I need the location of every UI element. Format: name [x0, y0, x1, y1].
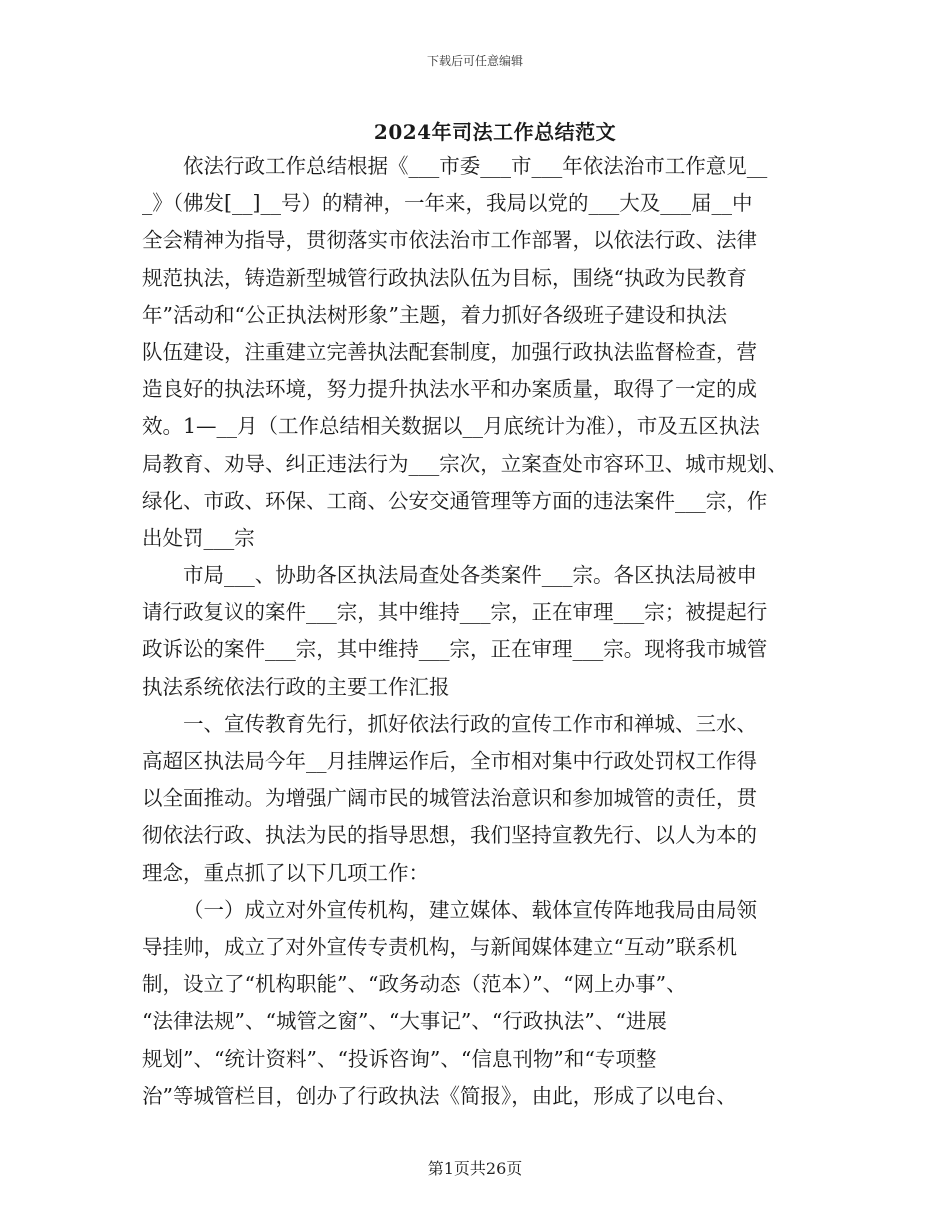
body-line: 局教育、劝导、纠正违法行为___宗次，立案查处市容环卫、城市规划、 [142, 451, 788, 476]
document-body [142, 148, 788, 1115]
body-line: 规范执法，铸造新型城管行政执法队伍为目标，围绕“执政为民教育 [142, 265, 747, 290]
body-line: 制，设立了“机构职能”、“政务动态（范本）”、“网上办事”、 [142, 972, 687, 997]
body-line: 队伍建设，注重建立完善执法配套制度，加强行政执法监督检查，营 [142, 339, 757, 364]
body-line: 年”活动和“公正执法树形象”主题，着力抓好各级班子建设和执法 [142, 302, 727, 327]
body-line: 效。1—__月（工作总结相关数据以__月底统计为准），市及五区执法 [142, 414, 760, 439]
body-line: 出处罚___宗 [142, 525, 255, 550]
body-line: 造良好的执法环境，努力提升执法水平和办案质量，取得了一定的成 [142, 377, 757, 402]
body-line: 治”等城管栏目，创办了行政执法《简报》，由此，形成了以电台、 [142, 1083, 737, 1108]
body-line: 一、宣传教育先行，抓好依法行政的宣传工作市和禅城、三水、 [183, 711, 757, 736]
body-line: 市局___、协助各区执法局查处各类案件___宗。各区执法局被申 [183, 563, 757, 588]
body-line: _》（佛发[__]__号）的精神，一年来，我局以党的___大及___届__中 [142, 191, 753, 216]
body-line: 导挂帅，成立了对外宣传专责机构，与新闻媒体建立“互动”联系机 [142, 934, 737, 959]
body-line: 依法行政工作总结根据《___市委___市___年依法治市工作意见__ [183, 154, 768, 178]
body-line: 政诉讼的案件___宗，其中维持___宗，正在审理___宗。现将我市城管 [142, 637, 768, 662]
body-line: “法律法规”、“城管之窗”、“大事记”、“行政执法”、“进展 [142, 1009, 667, 1034]
page-number-footer: 第1页共26页 [427, 1159, 523, 1178]
body-line: 规划”、“统计资料”、“投诉咨询”、“信息刊物”和“专项整 [142, 1046, 657, 1071]
body-line: 理念，重点抓了以下几项工作： [142, 860, 429, 885]
body-line: 请行政复议的案件___宗，其中维持___宗，正在审理___宗；被提起行 [142, 600, 768, 625]
body-line: 全会精神为指导，贯彻落实市依法治市工作部署，以依法行政、法律 [142, 228, 757, 253]
body-line: 执法系统依法行政的主要工作汇报 [142, 674, 450, 699]
body-line: （一）成立对外宣传机构，建立媒体、载体宣传阵地我局由局领 [183, 897, 757, 922]
body-line: 以全面推动。为增强广阔市民的城管法治意识和参加城管的责任，贯 [142, 786, 757, 811]
header-note: 下载后可任意编辑 [426, 54, 523, 68]
body-line: 彻依法行政、执法为民的指导思想，我们坚持宣教先行、以人为本的 [142, 823, 757, 848]
body-line: 绿化、市政、环保、工商、公安交通管理等方面的违法案件___宗，作 [142, 488, 768, 513]
body-line: 高超区执法局今年__月挂牌运作后，全市相对集中行政处罚权工作得 [142, 749, 757, 773]
document-title: 2024年司法工作总结范文 [373, 120, 617, 144]
